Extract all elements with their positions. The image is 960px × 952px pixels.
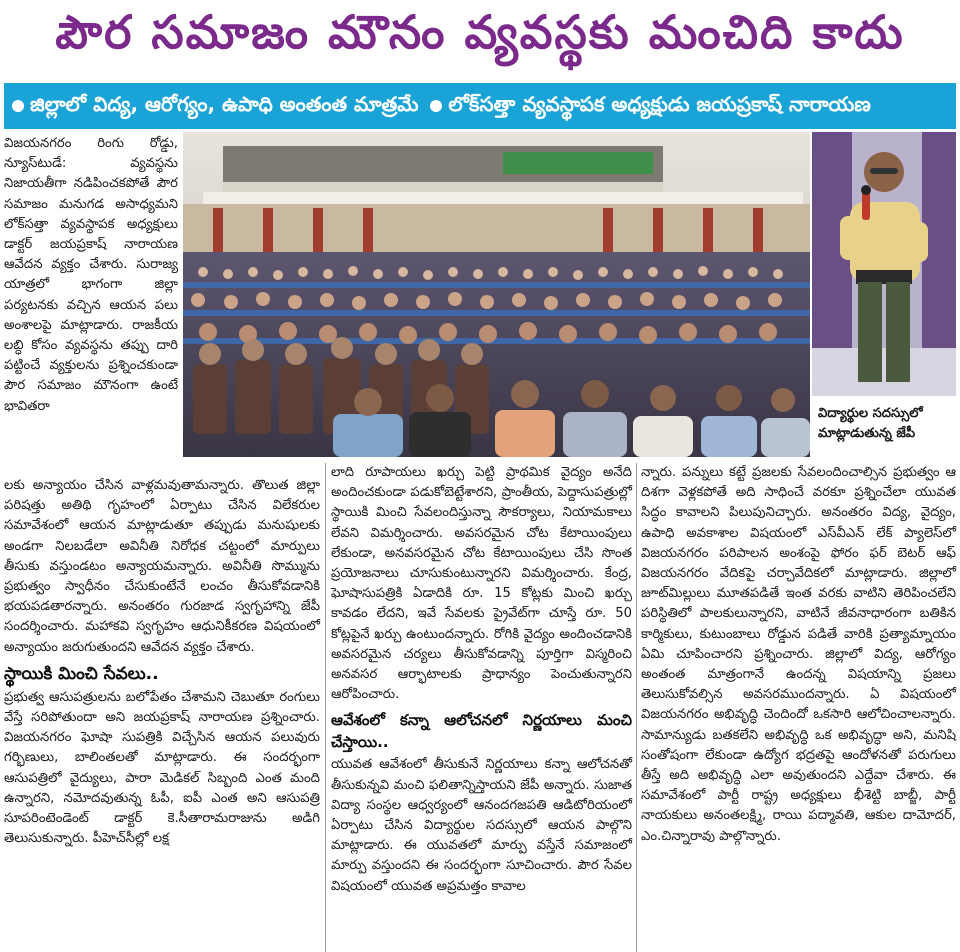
article-paragraph: లకు అన్యాయం చేసిన వాళ్లమవుతామన్నారు. తొలుత జిల్లా పరిషత్తు అతిథి గృహంలో ఏర్పాటు చేసిన విలేకరుల సమావేశంలో ఆయన మాట్లాడుతూ తప్పుడు మనుషులకు అండగా నిలబడేలా అవినీతి నిరోధక చట్టంలో మార్పులు తీసుకు వస్తుండటం అన్యాయమన్నారు. అవినీతి సొమ్మును ప్రభుత్వం స్వాధీనం చేసుకుంటేనే లంచం తీసుకోవడానికి భయపడతారన్నారు. అనంతరం గురజాడ స్వగృహాన్ని జేపీ సందర్శించారు. మహాకవి స్వగృహం ఆధునికీకరణ విషయంలో అన్యాయం జరుగుతుందని ఆవేదన వ్యక్తం చేశారు. (4, 478, 320, 655)
article-column-3 (641, 463, 956, 847)
article-paragraph: విజయనగరం రింగు రోడ్డు, న్యూస్‌టుడే: వ్యవస్థను నిజాయతీగా నడిపించకపోతే పౌర సమాజం మనుగడ అసాధ్యమని లోక్‌సత్తా వ్యవస్థాపక అధ్యక్షులు డాక్టర్ జయప్రకాష్ నారాయణ ఆవేదన వ్యక్తం చేశారు. సురాజ్య యాత్రలో భాగంగా జిల్లా పర్యటనకు వచ్చిన ఆయన పలు అంశాలపై మాట్లాడారు. రాజకీయ లబ్ధి కోసం వ్యవస్థను తప్పు దారి పట్టించే వ్యక్తులను ప్రశ్నించకుండా పౌర సమాజం మౌనంగా ఉంటే భావితరా (4, 136, 178, 414)
headline: పౌర సమాజం మౌనం వ్యవస్థకు మంచిది కాదు (55, 5, 905, 59)
article-paragraph: యువత ఆవేశంలో తీసుకునే నిర్ణయాలు కన్నా ఆలోచనతో తీసుకున్నవి మంచి ఫలితాన్నిస్తాయని జేపీ అన్నారు. సుజాత విద్యా సంస్థల ఆధ్వర్యంలో ఆనందగజపతి ఆడిటోరియంలో ఏర్పాటు చేసిన విద్యార్థుల సదస్సులో ఆయన పాల్గొని మాట్లాడారు. ఈ యువతలో మార్పు వస్తేనే సమాజంలో మార్పు వస్తుందని ఈ సందర్భంగా సూచించారు. పౌర సేవల విషయంలో యువత అప్రమత్తం కావాల (331, 757, 632, 894)
article-column-2 (331, 463, 632, 897)
subheadline-bar (4, 83, 956, 129)
article-column-1-bottom (4, 476, 320, 849)
bullet-icon (430, 100, 442, 112)
photo-caption: విద్యార్థుల సదస్సులో మాట్లాడుతున్న జేపీ (818, 406, 923, 441)
section-heading: స్థాయికి మించి సేవలు.. (4, 663, 159, 684)
article-column-1-top (4, 134, 178, 417)
column-divider (325, 463, 326, 952)
subheadline-part-1: జిల్లాలో విద్య, ఆరోగ్యం, ఉపాధి అంతంత మాత్రమే (30, 91, 419, 116)
section-heading: ఆవేశంలో కన్నా ఆలోచనలో నిర్ణయాలు మంచి చేస్తాయి.. (331, 711, 632, 752)
article-paragraph: లాది రూపాయలు ఖర్చు పెట్టి ప్రాథమిక వైద్యం అనేది అందించకుండా పడుకోబెట్టేశారని, ప్రాంతీయ, పెద్దాసుపత్రుల్లో స్థాయికి మించి సేవలందిస్తున్నా సౌకర్యాలు, నియామకాలు లేవని విమర్శించారు. అవసరమైన చోట కేటాయింపులు లేకుండా, అనవసరమైన చోట కేటాయింపులు చేసి సొంత ప్రయోజనాలు చూసుకుంటున్నారని విమర్శించారు. కేంద్ర, ఘోషాసుపత్రికి ఏడాదికి రూ. 15 కోట్లకు మించి ఖర్చు కావడం లేదని, ఇవే సేవలకు ప్రైవేట్‌గా చూస్తే రూ. 50 కోట్లపైనే ఖర్చు ఉంటుందన్నారు. రోగికి వైద్యం అందించడానికి అవసరమైన చర్యలు తీసుకోవడాన్ని పూర్తిగా విస్మరించి అనవసర ఆర్భాటాలకు ప్రాధాన్యం పెంచుతున్నారని ఆరోపించారు. (331, 465, 632, 703)
auditorium-audience-photo (183, 132, 810, 457)
column-divider (636, 463, 637, 952)
subheadline-part-2: లోక్‌సత్తా వ్యవస్థాపక అధ్యక్షుడు జయప్రకాష్ నారాయణ (448, 91, 871, 116)
article-paragraph: ప్రభుత్వ ఆసుపత్రులను బలోపేతం చేశామని చెబుతూ రంగులు వేస్తే సరిపోతుందా అని జయప్రకాష్ నారాయణ ప్రశ్నించారు. విజయనగరం ఘోషా సుపత్రికి విచ్చేసిన ఆయన పలువురు గర్భిణులు, బాలింతలతో మాట్లాడారు. ఈ సందర్భంగా ఆసుపత్రిలో వైద్యులు, పారా మెడికల్ సిబ్బంది ఎంత మంది ఉన్నారని, నమోదవుతున్న ఓపీ, ఐపీ ఎంత అని ఆసుపత్రి సూపరింటెండెంట్ డాక్టర్ కె.సీతారామరాజును అడిగి తెలుసుకున్నారు. పీహెచ్‌సీల్లో లక్ష (4, 689, 320, 847)
speaker-photo (812, 132, 956, 396)
article-paragraph: న్నారు. పన్నులు కట్టే ప్రజలకు సేవలందించాల్సిన ప్రభుత్వం ఆ దిశగా వెళ్లకపోతే అది సాధించే వరకూ ప్రశ్నించేలా యువత సిద్ధం కావాలని పిలుపునిచ్చారు. అనంతరం విద్య, వైద్యం, ఉపాధి అవకాశాల విషయంలో ఎస్‌వీఎన్ లేక్ ప్యాలెస్‌లో విజయనగరం పరిపాలన అంశంపై ఫోరం ఫర్ బెటర్ ఆఫ్ విజయనగరం వేదికపై చర్చావేదికలో మాట్లాడారు. జిల్లాలో జూట్‌మిల్లులు మూతపడితే ఇంత వరకు వాటిని తెరిపించలేని పరిస్థితిలో పాలకులున్నారని, వాటినే జీవనాధారంగా బతికిన కార్మికులు, కుటుంబాలు రోడ్డున పడితే వారికి ప్రత్యామ్నాయం ఏమి చూపించారని ప్రశ్నించారు. జిల్లాలో విద్య, ఆరోగ్యం అంతంత మాత్రంగానే ఉందన్న విషయాన్ని ప్రజలు తెలుసుకోవల్సిన అవసరముందన్నారు. ఏ విషయంలో విజయనగరం అభివృద్ధి చెందిందో ఒకసారి ఆలోచించాలన్నారు. సామాన్యుడు బతకలేని అభివృద్ధి ఒక అభివృద్ధా అని, మనిషి సంతోషంగా లేకుండా ఉద్యోగ భద్రతపై ఆందోళనతో పరుగులు తీస్తే అది అభివృద్ధి ఎలా అవుతుందని ఎద్దేవా చేశారు. ఈ సమావేశంలో పార్టీ రాష్ట్ర అధ్యక్షులు భీశెట్టి బాబ్జీ, పార్టీ నాయకులు అనంతలక్ష్మి, రాయి పద్మావతి, ఆకుల దామోదర్, ఎం.చిన్నారావు పాల్గొన్నారు. (641, 465, 957, 844)
bullet-icon (12, 100, 24, 112)
